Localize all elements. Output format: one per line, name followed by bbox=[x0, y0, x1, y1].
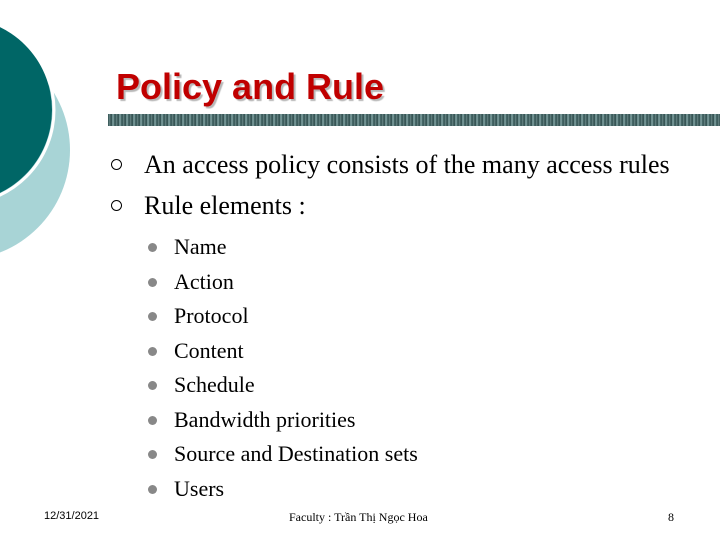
sub-bullet-item bbox=[108, 368, 708, 403]
hollow-circle-bullet-icon bbox=[111, 200, 122, 211]
hollow-circle-bullet-icon bbox=[111, 159, 122, 170]
sub-bullet-item bbox=[108, 299, 708, 334]
sub-bullet-item bbox=[108, 230, 708, 265]
sub-bullet-text: Name bbox=[174, 234, 227, 259]
dot-bullet-icon bbox=[148, 243, 157, 252]
sub-bullet-text: Source and Destination sets bbox=[174, 441, 418, 466]
dot-bullet-icon bbox=[148, 450, 157, 459]
slide-title: Policy and Rule bbox=[116, 66, 385, 107]
sub-bullet-text: Bandwidth priorities bbox=[174, 406, 356, 432]
sub-bullet-item bbox=[108, 437, 708, 472]
footer-author: Faculty : Trần Thị Ngọc Hoa bbox=[289, 510, 428, 524]
sub-bullet-text: Users bbox=[174, 475, 225, 501]
sub-bullet-text: Action bbox=[174, 268, 234, 294]
sub-bullet-text: Content bbox=[174, 337, 244, 363]
sub-bullet-item bbox=[108, 472, 708, 507]
sub-bullet-item bbox=[108, 334, 708, 369]
dot-bullet-icon bbox=[148, 381, 157, 390]
title-underline-bar bbox=[108, 114, 720, 126]
bullet-text: An access policy consists of the many access rules bbox=[144, 150, 670, 179]
sub-bullet-item bbox=[108, 265, 708, 300]
dot-bullet-icon bbox=[148, 312, 157, 321]
dot-bullet-icon bbox=[148, 485, 157, 494]
bullet-item bbox=[108, 189, 708, 222]
dot-bullet-icon bbox=[148, 416, 157, 425]
dot-bullet-icon bbox=[148, 278, 157, 287]
decorative-circles bbox=[0, 0, 80, 290]
dot-bullet-icon bbox=[148, 347, 157, 356]
sub-bullet-text: Protocol bbox=[174, 303, 249, 328]
footer-date: 12/31/2021 bbox=[44, 510, 100, 522]
bullet-item bbox=[108, 148, 708, 181]
sub-bullet-item bbox=[108, 403, 708, 438]
sub-bullet-text: Schedule bbox=[174, 372, 255, 397]
bullet-text: Rule elements : bbox=[144, 191, 306, 220]
slide-content bbox=[108, 148, 708, 506]
page-number: 8 bbox=[668, 510, 674, 524]
